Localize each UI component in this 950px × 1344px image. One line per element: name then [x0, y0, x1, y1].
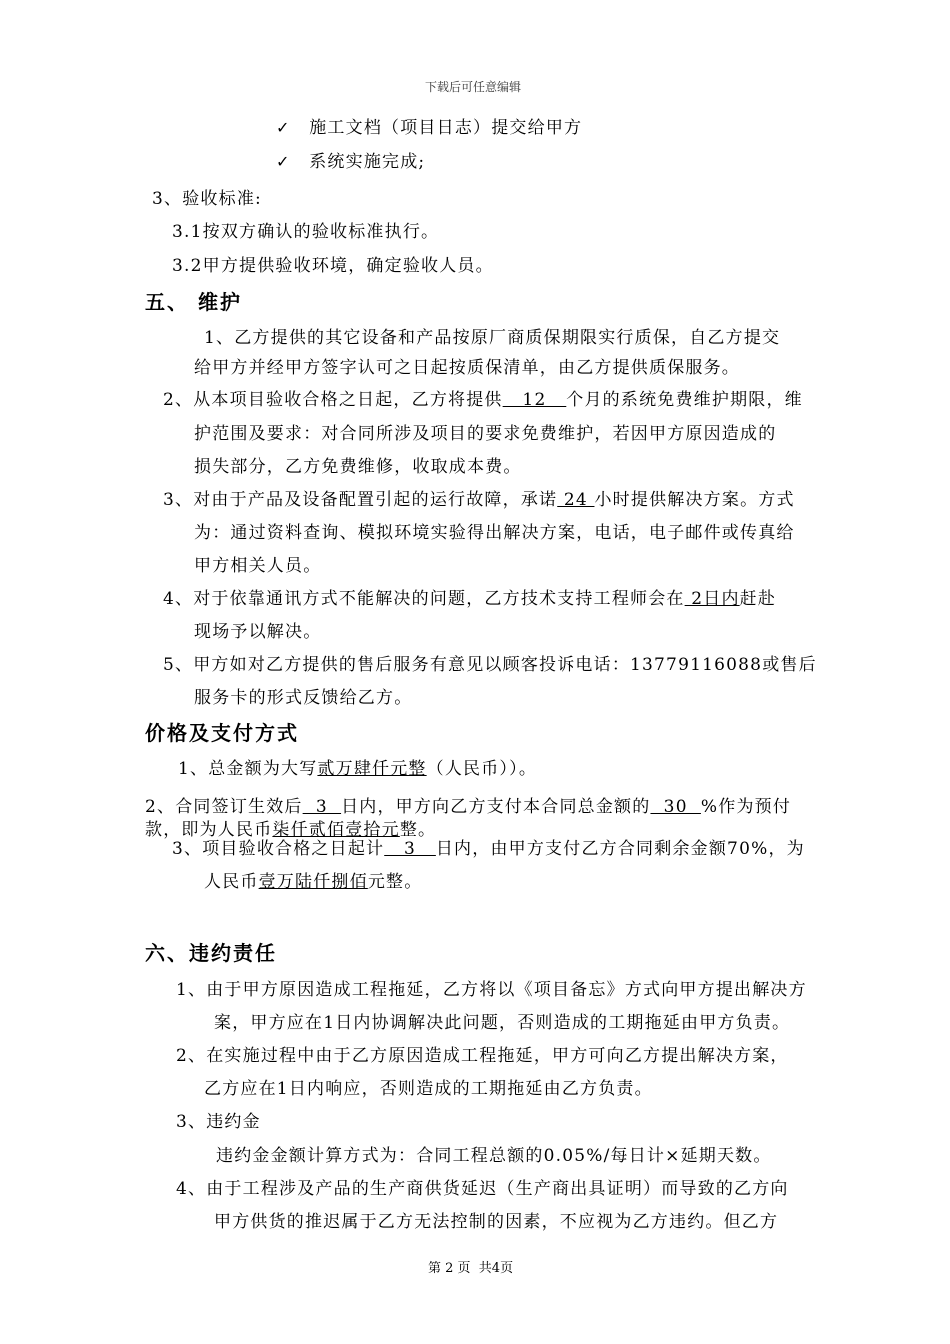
final-pay-days: 3	[384, 839, 436, 859]
final-pay-amount: 壹万陆仟捌佰	[258, 872, 368, 892]
maintenance-p2-line: 损失部分，乙方免费维修，收取成本费。	[194, 457, 522, 477]
payment-p3-line: 3、项目验收合格之日起计 3 日内，由甲方支付乙方合同剩余金额70%，为	[172, 839, 805, 859]
maintenance-p4-line: 4、对于依靠通讯方式不能解决的问题，乙方技术支持工程师会在 2日内赶赴	[163, 589, 777, 609]
maintenance-p2-line: 2、从本项目验收合格之日起，乙方将提供 12 个月的系统免费维护期限，维	[163, 390, 803, 410]
maintenance-p3-line: 3、对由于产品及设备配置引起的运行故障，承诺 24 小时提供解决方案。方式	[163, 490, 795, 510]
payment-p1-line: 1、总金额为大写贰万肆仟元整（人民币））。	[178, 759, 538, 779]
maintenance-p5-line: 5、甲方如对乙方提供的售后服务有意见以顾客投诉电话：13779116088或售后	[163, 655, 817, 675]
section-heading-payment: 价格及支付方式	[145, 721, 299, 745]
check-icon: ✓	[276, 152, 291, 171]
check-icon: ✓	[276, 118, 291, 137]
maintenance-p4-line: 现场予以解决。	[194, 622, 322, 642]
section-heading-breach: 六、违约责任	[145, 941, 277, 965]
checklist-item: ✓ 系统实施完成;	[276, 152, 426, 172]
maintenance-p2-line: 护范围及要求：对合同所涉及项目的要求免费维护，若因甲方原因造成的	[194, 424, 777, 444]
maintenance-p1-line: 1、乙方提供的其它设备和产品按原厂商质保期限实行质保，自乙方提交	[204, 328, 781, 348]
maintenance-p3-line: 为：通过资料查询、模拟环境实验得出解决方案，电话，电子邮件或传真给	[194, 523, 795, 543]
page-number: 第 2 页 共4页	[428, 1261, 514, 1276]
section-heading-maintenance: 五、 维护	[145, 290, 242, 314]
payment-p3-line: 人民币壹万陆仟捌佰元整。	[204, 872, 423, 892]
acceptance-item: 3.2甲方提供验收环境，确定验收人员。	[172, 256, 494, 276]
breach-p1-line: 1、由于甲方原因造成工程拖延，乙方将以《项目备忘》方式向甲方提出解决方	[176, 980, 807, 1000]
breach-p4-line: 4、由于工程涉及产品的生产商供货延迟（生产商出具证明）而导致的乙方向	[176, 1179, 789, 1199]
acceptance-title: 3、验收标准:	[152, 189, 262, 209]
breach-p4-line: 甲方供货的推迟属于乙方无法控制的因素，不应视为乙方违约。但乙方	[214, 1212, 779, 1232]
onsite-days: 2日内	[684, 589, 740, 609]
maintenance-p3-line: 甲方相关人员。	[194, 556, 322, 576]
prepay-percent: 30	[650, 797, 701, 817]
prepay-amount: 柒仟贰佰壹拾元	[272, 820, 400, 840]
response-hours: 24	[557, 490, 595, 510]
breach-p3-line: 违约金金额计算方式为：合同工程总额的0.05%/每日计×延期天数。	[216, 1146, 772, 1166]
payment-p2-line: 款，即为人民币柒仟贰佰壹拾元整。	[145, 820, 437, 840]
breach-p1-line: 案，甲方应在1日内协调解决此问题，否则造成的工期拖延由甲方负责。	[214, 1013, 791, 1033]
checklist-item: ✓ 施工文档（项目日志）提交给甲方	[276, 118, 583, 138]
prepay-days: 3	[302, 797, 342, 817]
maintenance-p5-line: 服务卡的形式反馈给乙方。	[194, 688, 413, 708]
breach-p3-line: 3、违约金	[176, 1112, 261, 1132]
breach-p2-line: 乙方应在1日内响应，否则造成的工期拖延由乙方负责。	[204, 1079, 653, 1099]
breach-p2-line: 2、在实施过程中由于乙方原因造成工程拖延，甲方可向乙方提出解决方案，	[176, 1046, 789, 1066]
warranty-months: 12	[502, 390, 567, 410]
maintenance-p1-line: 给甲方并经甲方签字认可之日起按质保清单，由乙方提供质保服务。	[194, 358, 740, 378]
total-amount: 贰万肆仟元整	[317, 759, 427, 779]
acceptance-item: 3.1按双方确认的验收标准执行。	[172, 222, 440, 242]
header-note: 下载后可任意编辑	[425, 80, 522, 94]
payment-p2-line: 2、合同签订生效后 3 日内，甲方向乙方支付本合同总金额的 30 %作为预付	[145, 797, 792, 817]
